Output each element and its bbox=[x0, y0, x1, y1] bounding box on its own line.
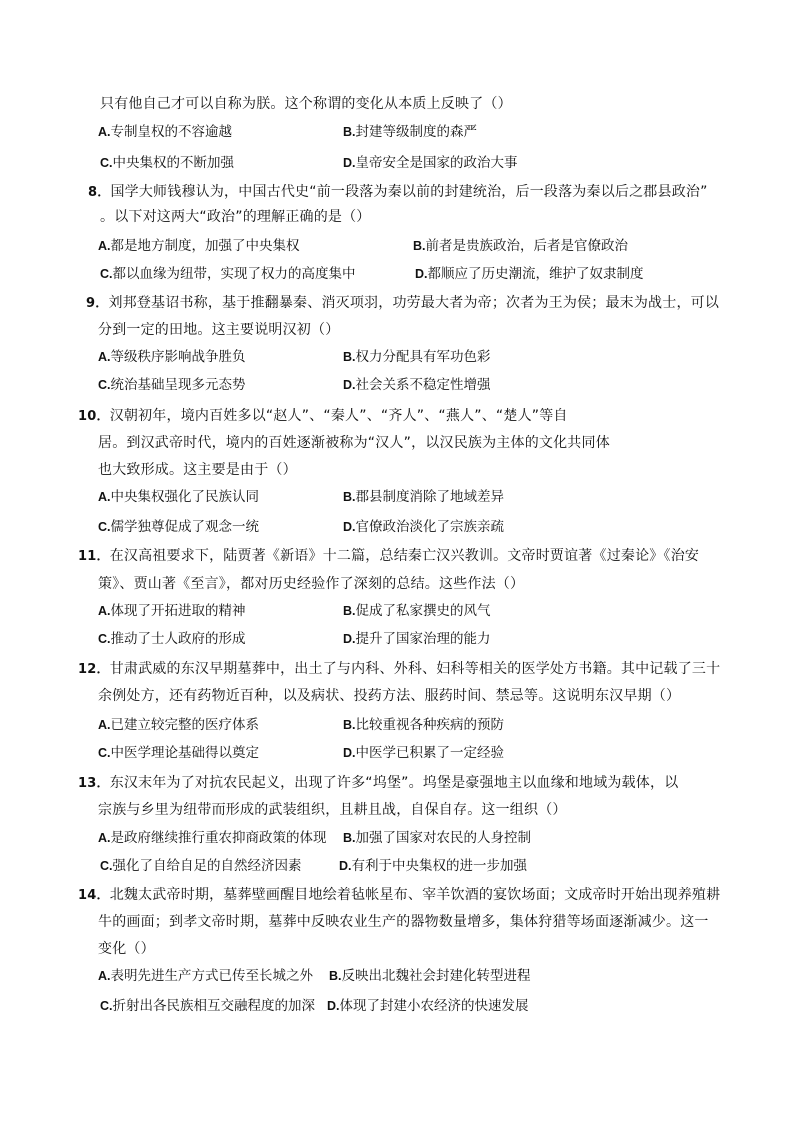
question-12-line-2: 余例处方，还有药物近百种，以及病状、投药方法、服药时间、禁忌等。这说明东汉早期（） bbox=[98, 688, 681, 704]
option-letter: B. bbox=[343, 831, 356, 845]
option-text: 等级秩序影响战争胜负 bbox=[110, 349, 246, 365]
question-8-option-d[interactable] bbox=[415, 264, 644, 284]
option-text: 折射出各民族相互交融程度的加深 bbox=[112, 998, 315, 1014]
question-13-option-b[interactable] bbox=[343, 828, 531, 848]
option-letter: B. bbox=[343, 604, 356, 618]
question-14-line-2: 牛的画面；到孝文帝时期，墓葬中反映农业生产的器物数量增多，集体狩猎等场面逐渐减少。这一 bbox=[98, 914, 709, 930]
question-7-option-a[interactable] bbox=[98, 122, 232, 142]
question-11-option-c[interactable] bbox=[98, 629, 246, 649]
option-text: 官僚政治淡化了宗族亲疏 bbox=[355, 519, 504, 535]
option-letter: C. bbox=[98, 378, 111, 392]
question-13-option-c[interactable] bbox=[100, 856, 302, 876]
option-text: 促成了私家撰史的风气 bbox=[355, 603, 491, 619]
option-text: 中医学已积累了一定经验 bbox=[355, 745, 504, 761]
option-letter: B. bbox=[343, 718, 356, 732]
option-text: 社会关系不稳定性增强 bbox=[355, 377, 491, 393]
option-letter: A. bbox=[98, 350, 111, 364]
question-9-option-a[interactable] bbox=[98, 347, 246, 367]
option-letter: D. bbox=[343, 632, 356, 646]
question-12-line-1 bbox=[78, 659, 720, 680]
question-14-option-a[interactable] bbox=[98, 966, 313, 986]
option-text: 表明先进生产方式已传至长城之外 bbox=[110, 968, 313, 984]
question-9-option-b[interactable] bbox=[343, 347, 491, 367]
option-text: 强化了自给自足的自然经济因素 bbox=[112, 858, 302, 874]
question-11-option-d[interactable] bbox=[343, 629, 491, 649]
question-13-option-d[interactable] bbox=[339, 856, 527, 876]
option-letter: C. bbox=[98, 632, 111, 646]
question-7-option-b[interactable] bbox=[343, 122, 477, 142]
question-9-line-1 bbox=[86, 293, 719, 314]
question-10-line-1 bbox=[78, 406, 568, 427]
option-letter: C. bbox=[100, 999, 113, 1013]
option-text: 提升了国家治理的能力 bbox=[355, 631, 491, 647]
option-letter: A. bbox=[98, 604, 111, 618]
question-12-stem: 甘肃武威的东汉早期墓葬中，出土了与内科、外科、妇科等相关的医学处方书籍。其中记载了三十 bbox=[109, 661, 721, 677]
option-text: 都顺应了历史潮流，维护了奴隶制度 bbox=[427, 266, 644, 282]
question-10-option-a[interactable] bbox=[98, 487, 259, 507]
option-letter: C. bbox=[98, 746, 111, 760]
question-10-line-2: 居。到汉武帝时代，境内的百姓逐渐被称为“汉人”，以汉民族为主体的文化共同体 bbox=[98, 435, 610, 451]
question-8-number: 8． bbox=[88, 185, 111, 200]
option-text: 都以血缘为纽带，实现了权力的高度集中 bbox=[112, 266, 356, 282]
question-11-line-2: 策》、贾山著《至言》，都对历史经验作了深刻的总结。这些作法（） bbox=[98, 576, 525, 592]
question-14-line-3: 变化（） bbox=[98, 941, 155, 957]
option-text: 有利于中央集权的进一步加强 bbox=[351, 858, 527, 874]
question-10-number: 10． bbox=[78, 409, 110, 424]
question-10-option-d[interactable] bbox=[343, 517, 504, 537]
question-9-stem: 刘邦登基诏书称，基于推翻暴秦、消灭项羽，功劳最大者为帝；次者为王为侯；最末为战士，可以 bbox=[108, 295, 720, 311]
option-letter: B. bbox=[343, 350, 356, 364]
option-letter: D. bbox=[415, 267, 428, 281]
option-letter: D. bbox=[327, 999, 340, 1013]
option-letter: B. bbox=[329, 969, 342, 983]
option-letter: D. bbox=[343, 378, 356, 392]
option-text: 都是地方制度，加强了中央集权 bbox=[110, 238, 300, 254]
option-text: 推动了士人政府的形成 bbox=[110, 631, 246, 647]
option-text: 中央集权强化了民族认同 bbox=[110, 489, 259, 505]
option-letter: C. bbox=[100, 267, 113, 281]
question-7-option-c[interactable] bbox=[100, 153, 234, 173]
option-letter: A. bbox=[98, 969, 111, 983]
question-10-stem: 汉朝初年，境内百姓多以“赵人”、“秦人”、“齐人”、“燕人”、“楚人”等自 bbox=[109, 408, 568, 424]
question-11-stem: 在汉高祖要求下，陆贾著《新语》十二篇，总结秦亡汉兴教训。文帝时贾谊著《过秦论》《治安 bbox=[109, 548, 700, 564]
question-13-option-a[interactable] bbox=[98, 828, 327, 848]
question-10-line-3: 也大致形成。这主要是由于（） bbox=[98, 462, 297, 478]
question-9-option-c[interactable] bbox=[98, 375, 246, 395]
question-12-option-c[interactable] bbox=[98, 743, 259, 763]
question-14-number: 14． bbox=[78, 888, 110, 903]
option-letter: B. bbox=[343, 490, 356, 504]
question-8-line-2: 。以下对这两大“政治”的理解正确的是（） bbox=[100, 209, 371, 225]
question-13-stem: 东汉末年为了对抗农民起义，出现了许多“坞堡”。坞堡是豪强地主以血缘和地域为载体，以 bbox=[109, 775, 679, 791]
question-8-line-1 bbox=[88, 182, 708, 203]
question-14-option-c[interactable] bbox=[100, 996, 315, 1016]
option-text: 封建等级制度的森严 bbox=[355, 124, 477, 140]
question-8-option-a[interactable] bbox=[98, 236, 300, 256]
question-13-line-1 bbox=[78, 773, 678, 794]
question-10-option-c[interactable] bbox=[98, 517, 259, 537]
option-letter: D. bbox=[343, 156, 356, 170]
question-8-stem: 国学大师钱穆认为，中国古代史“前一段落为秦以前的封建统治，后一段落为秦以后之郡县政治” bbox=[110, 184, 708, 200]
option-text: 比较重视各种疾病的预防 bbox=[355, 717, 504, 733]
question-14-option-d[interactable] bbox=[327, 996, 529, 1016]
option-text: 是政府继续推行重农抑商政策的体现 bbox=[110, 830, 327, 846]
option-text: 前者是贵族政治，后者是官僚政治 bbox=[425, 238, 628, 254]
question-14-stem: 北魏太武帝时期，墓葬壁画醒目地绘着毡帐星布、宰羊饮酒的宴饮场面；文成帝时开始出现养殖耕 bbox=[109, 887, 721, 903]
question-13-number: 13． bbox=[78, 776, 110, 791]
option-letter: C. bbox=[100, 859, 113, 873]
question-9-option-d[interactable] bbox=[343, 375, 491, 395]
question-7-stem-continued: 只有他自己才可以自称为朕。这个称谓的变化从本质上反映了（） bbox=[100, 96, 512, 112]
option-text: 中医学理论基础得以奠定 bbox=[110, 745, 259, 761]
question-7-option-d[interactable] bbox=[343, 153, 518, 173]
question-12-option-a[interactable] bbox=[98, 715, 259, 735]
question-11-option-a[interactable] bbox=[98, 601, 246, 621]
option-letter: C. bbox=[98, 520, 111, 534]
option-letter: D. bbox=[343, 746, 356, 760]
option-letter: C. bbox=[100, 156, 113, 170]
option-text: 专制皇权的不容逾越 bbox=[110, 124, 232, 140]
question-14-line-1 bbox=[78, 885, 720, 906]
option-text: 体现了开拓进取的精神 bbox=[110, 603, 246, 619]
option-text: 体现了封建小农经济的快速发展 bbox=[339, 998, 529, 1014]
option-letter: A. bbox=[98, 831, 111, 845]
question-10-option-b[interactable] bbox=[343, 487, 504, 507]
question-13-line-2: 宗族与乡里为纽带而形成的武装组织，且耕且战，自保自存。这一组织（） bbox=[98, 802, 567, 818]
question-12-option-b[interactable] bbox=[343, 715, 504, 735]
option-letter: D. bbox=[343, 520, 356, 534]
option-text: 中央集权的不断加强 bbox=[112, 155, 234, 171]
option-text: 皇帝安全是国家的政治大事 bbox=[355, 155, 518, 171]
option-text: 儒学独尊促成了观念一统 bbox=[110, 519, 259, 535]
question-9-line-2: 分到一定的田地。这主要说明汉初（） bbox=[98, 322, 340, 338]
question-9-number: 9． bbox=[86, 296, 109, 311]
option-text: 统治基础呈现多元态势 bbox=[110, 377, 246, 393]
option-text: 郡县制度消除了地域差异 bbox=[355, 489, 504, 505]
option-text: 反映出北魏社会封建化转型进程 bbox=[341, 968, 531, 984]
question-12-option-d[interactable] bbox=[343, 743, 504, 763]
option-letter: B. bbox=[343, 125, 356, 139]
question-12-number: 12． bbox=[78, 662, 110, 677]
question-11-option-b[interactable] bbox=[343, 601, 491, 621]
question-8-option-b[interactable] bbox=[413, 236, 628, 256]
option-letter: A. bbox=[98, 490, 111, 504]
question-11-line-1 bbox=[78, 546, 699, 567]
option-text: 已建立较完整的医疗体系 bbox=[110, 717, 259, 733]
option-letter: A. bbox=[98, 125, 111, 139]
question-8-option-c[interactable] bbox=[100, 264, 356, 284]
option-letter: D. bbox=[339, 859, 352, 873]
option-letter: A. bbox=[98, 239, 111, 253]
option-text: 权力分配具有军功色彩 bbox=[355, 349, 491, 365]
question-14-option-b[interactable] bbox=[329, 966, 531, 986]
question-11-number: 11． bbox=[78, 549, 110, 564]
option-text: 加强了国家对农民的人身控制 bbox=[355, 830, 531, 846]
option-letter: A. bbox=[98, 718, 111, 732]
option-letter: B. bbox=[413, 239, 426, 253]
